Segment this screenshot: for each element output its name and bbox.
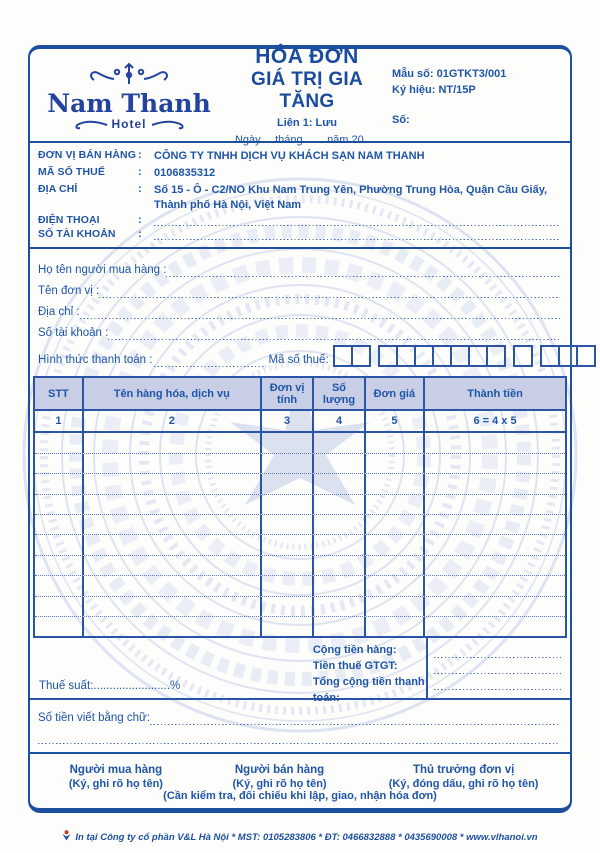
tax-code-box (396, 345, 416, 367)
totals-amounts (426, 638, 567, 698)
hotel-logo (36, 62, 222, 131)
buyer-row-account: Số tài khoản : (38, 320, 560, 340)
table-empty-row (35, 535, 565, 555)
signature-section (30, 754, 570, 790)
tax-code-box (513, 345, 533, 367)
logo-left-flourish-icon (74, 118, 108, 130)
date-line: Ngày.....tháng .......năm 20..... (234, 134, 380, 147)
buyer-account-blank-line (108, 335, 560, 340)
buyer-row-address: Địa chỉ : (38, 299, 560, 319)
printer-info-line: In tại Công ty cổ phần V&L Hà Nội * MST: 0105283806 * ĐT: 0466832888 * 0435690008 * www.vlhanoi.vn (0, 830, 600, 843)
totals-section (33, 638, 567, 705)
seller-row-taxcode: MÃ SỐ THUẾ : 0106835312 (38, 166, 560, 181)
table-header-row (35, 378, 565, 411)
table-empty-row (35, 515, 565, 535)
signature-seller: Người bán hàng (Ký, ghi rõ họ tên) (232, 764, 327, 790)
seller-phone-blank-line (154, 221, 560, 226)
buyer-row-unit: Tên đơn vị : (38, 278, 560, 298)
invoice-title-line1: HÓA ĐƠN (255, 44, 359, 68)
vat-amount-label: Tiền thuế GTGT: (312, 660, 398, 673)
seller-account-blank-line (154, 235, 560, 240)
vat-amount-blank-line (434, 658, 561, 674)
grand-total-label: Tổng cộng tiền thanh toán: (312, 676, 425, 705)
form-number: Mẫu số: 01GTKT3/001 (392, 68, 507, 81)
tax-code-box (558, 345, 578, 367)
tax-code-box (432, 345, 452, 367)
invoice-frame (28, 45, 572, 813)
seller-address: Số 15 - Ô - C2/NO Khu Nam Trung Yên, Phường Trung Hòa, Quận Cầu Giấy, Thành phố Hà Nội, Việt Nam (154, 183, 548, 211)
seller-section (30, 143, 570, 247)
buyer-address-blank-line (80, 314, 560, 319)
invoice-number-label: Số: (392, 113, 410, 126)
tax-code-box (378, 345, 398, 367)
seller-row-account: SỐ TÀI KHOẢN : (38, 228, 560, 240)
buyer-row-payment: Hình thức thanh toán : Mã số thuế: (38, 341, 560, 367)
table-empty-row (35, 556, 565, 576)
invoice-title-line2: GIÁ TRỊ GIA TĂNG (250, 69, 364, 112)
tax-code-boxes (333, 345, 596, 367)
signature-director: Thủ trưởng đơn vị (Ký, đóng dấu, ghi rõ họ tên) (388, 764, 539, 790)
table-empty-row (35, 617, 565, 636)
totals-labels (312, 638, 426, 705)
tax-code-box (351, 345, 371, 367)
verification-note: (Cần kiểm tra, đối chiếu khi lập, giao, nhận hóa đơn) (163, 790, 437, 802)
buyer-name-blank-line (166, 272, 560, 277)
table-empty-row (35, 495, 565, 515)
tax-code-box (414, 345, 434, 367)
seller-row-phone: ĐIỆN THOẠI : (38, 214, 560, 226)
logo-crown-ornament-icon (86, 62, 172, 86)
buyer-unit-blank-line (99, 293, 560, 298)
seller-company-name: CÔNG TY TNHH DỊCH VỤ KHÁCH SẠN NAM THANH (154, 150, 425, 162)
table-empty-row (35, 433, 565, 453)
seller-tax-code: 0106835312 (154, 166, 216, 179)
logo-right-flourish-icon (151, 118, 185, 130)
col-header-stt: STT (35, 378, 84, 409)
amount-in-words-section (30, 698, 570, 754)
buyer-tax-code-label: Mã số thuế: (268, 354, 329, 367)
table-index-row: 1 2 3 4 5 6 = 4 x 5 (35, 411, 565, 433)
col-header-quantity: Số lượng (314, 378, 365, 409)
amount-in-words-label: Số tiền viết bằng chữ: (38, 712, 150, 724)
tax-code-box (540, 345, 560, 367)
seller-row-address: ĐỊA CHỈ : Số 15 - Ô - C2/NO Khu Nam Trung Yên, Phường Trung Hòa, Quận Cầu Giấy, Thành phố Hà Nội, Việt Nam (38, 183, 560, 213)
seller-row-company: ĐƠN VỊ BÁN HÀNG : CÔNG TY TNHH DỊCH VỤ KHÁCH SẠN NAM THANH (38, 149, 560, 164)
form-meta-block (392, 63, 560, 129)
buyer-row-name: Họ tên người mua hàng : (38, 257, 560, 277)
logo-subtitle: Hotel (111, 116, 147, 131)
tax-rate-label: Thuế suất:........................% (39, 680, 181, 692)
col-header-unit: Đơn vị tính (262, 378, 314, 409)
buyer-section (30, 249, 570, 374)
subtotal-blank-line (434, 642, 561, 658)
subtotal-label: Cộng tiền hàng: (312, 644, 397, 657)
tax-code-box (486, 345, 506, 367)
table-empty-row (35, 474, 565, 494)
col-header-unit-price: Đơn giá (366, 378, 425, 409)
invoice-header (30, 44, 570, 147)
amount-in-words-blank-line-2 (38, 739, 560, 744)
form-serial: Ký hiệu: NT/15P (392, 84, 476, 97)
col-header-amount: Thành tiền (467, 387, 523, 400)
copy-label: Liên 1: Lưu (277, 116, 337, 129)
tax-rate-cell (33, 638, 313, 698)
signature-buyer: Người mua hàng (Ký, ghi rõ họ tên) (68, 764, 163, 790)
tax-code-box (576, 345, 596, 367)
tax-code-box (468, 345, 488, 367)
amount-in-words-blank-line-1 (150, 720, 560, 725)
line-items-table (33, 376, 567, 638)
tax-code-box (450, 345, 470, 367)
tax-code-box (333, 345, 353, 367)
table-empty-row (35, 576, 565, 596)
col-header-description: Tên hàng hóa, dịch vụ (84, 378, 262, 409)
logo-name: Nam Thanh (47, 88, 211, 118)
invoice-title-block (222, 45, 392, 147)
print-company-logo-icon (62, 830, 71, 841)
table-empty-row (35, 597, 565, 617)
payment-method-blank-line (154, 362, 266, 367)
grand-total-blank-line (434, 674, 561, 690)
table-empty-row (35, 454, 565, 474)
